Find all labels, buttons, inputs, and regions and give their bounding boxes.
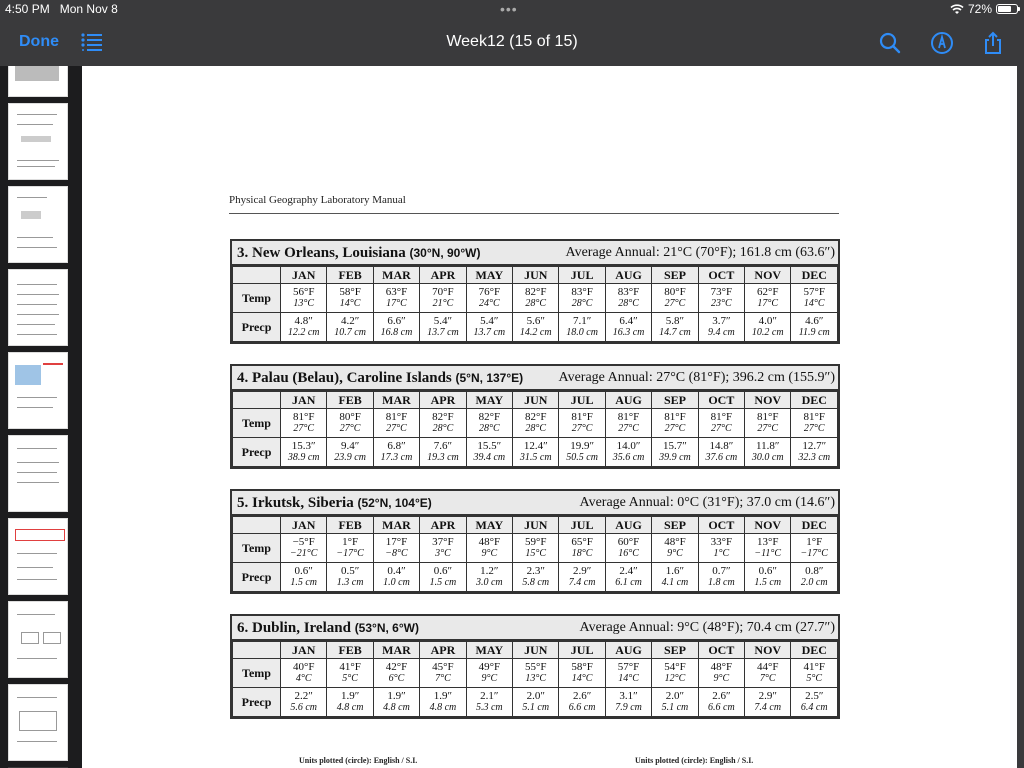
temperature-cell: 81°F 27°C bbox=[605, 409, 651, 438]
precipitation-cell: 0.5″ 1.3 cm bbox=[327, 563, 373, 592]
station-annual-average: Average Annual: 27°C (81°F); 396.2 cm (155.9″) bbox=[558, 370, 835, 385]
precipitation-cell: 3.7″ 9.4 cm bbox=[698, 313, 744, 342]
thumbnail-sidebar bbox=[0, 66, 82, 768]
month-header: JAN bbox=[281, 392, 327, 409]
page-thumbnail[interactable] bbox=[8, 186, 68, 263]
temperature-cell: 82°F 28°C bbox=[513, 409, 559, 438]
temperature-cell: 82°F 28°C bbox=[420, 409, 466, 438]
temperature-cell: 45°F 7°C bbox=[420, 659, 466, 688]
month-header: JUN bbox=[513, 392, 559, 409]
precipitation-cell: 15.7″ 39.9 cm bbox=[652, 438, 698, 467]
precipitation-cell: 0.7″ 1.8 cm bbox=[698, 563, 744, 592]
precipitation-cell: 1.9″ 4.8 cm bbox=[373, 688, 419, 717]
station-name: 5. Irkutsk, Siberia (52°N, 104°E) bbox=[237, 495, 432, 511]
precipitation-cell: 12.4″ 31.5 cm bbox=[513, 438, 559, 467]
precipitation-cell: 14.8″ 37.6 cm bbox=[698, 438, 744, 467]
precipitation-cell: 4.8″ 12.2 cm bbox=[281, 313, 327, 342]
month-header: JUL bbox=[559, 517, 605, 534]
climate-table bbox=[230, 239, 840, 344]
precip-row-label: Precp bbox=[233, 313, 281, 342]
precipitation-cell: 2.6″ 6.6 cm bbox=[559, 688, 605, 717]
temperature-cell: 1°F −17°C bbox=[791, 534, 838, 563]
temperature-cell: 81°F 27°C bbox=[559, 409, 605, 438]
page-thumbnail[interactable] bbox=[8, 435, 68, 512]
month-header: JUN bbox=[513, 517, 559, 534]
station-annual-average: Average Annual: 9°C (48°F); 70.4 cm (27.7″) bbox=[579, 620, 835, 635]
precipitation-cell: 9.4″ 23.9 cm bbox=[327, 438, 373, 467]
temp-row-label: Temp bbox=[233, 659, 281, 688]
temperature-cell: 81°F 27°C bbox=[281, 409, 327, 438]
temperature-cell: 37°F 3°C bbox=[420, 534, 466, 563]
month-header: JUL bbox=[559, 267, 605, 284]
precipitation-cell: 1.2″ 3.0 cm bbox=[466, 563, 512, 592]
precipitation-cell: 3.1″ 7.9 cm bbox=[605, 688, 651, 717]
station-title-bar bbox=[232, 241, 838, 266]
precipitation-cell: 5.4″ 13.7 cm bbox=[420, 313, 466, 342]
month-header: FEB bbox=[327, 267, 373, 284]
precip-row-label: Precp bbox=[233, 438, 281, 467]
month-header: JUL bbox=[559, 642, 605, 659]
station-name: 4. Palau (Belau), Caroline Islands (5°N, 137°E) bbox=[237, 370, 524, 386]
page-thumbnail[interactable] bbox=[8, 518, 68, 595]
precipitation-cell: 0.6″ 1.5 cm bbox=[281, 563, 327, 592]
page-thumbnail[interactable] bbox=[8, 352, 68, 429]
status-bar bbox=[0, 0, 1024, 20]
month-header: JAN bbox=[281, 517, 327, 534]
station-title-bar bbox=[232, 491, 838, 516]
month-header: APR bbox=[420, 392, 466, 409]
temperature-cell: 76°F 24°C bbox=[466, 284, 512, 313]
precipitation-cell: 4.0″ 10.2 cm bbox=[745, 313, 791, 342]
month-header: SEP bbox=[652, 392, 698, 409]
month-header: DEC bbox=[791, 392, 838, 409]
battery-percent: 72% bbox=[967, 2, 992, 16]
precipitation-cell: 7.6″ 19.3 cm bbox=[420, 438, 466, 467]
pdf-page bbox=[82, 66, 1017, 768]
month-header: SEP bbox=[652, 642, 698, 659]
temperature-cell: 41°F 5°C bbox=[327, 659, 373, 688]
page-thumbnail[interactable] bbox=[8, 66, 68, 97]
precipitation-cell: 1.6″ 4.1 cm bbox=[652, 563, 698, 592]
station-annual-average: Average Annual: 21°C (70°F); 161.8 cm (63.6″) bbox=[565, 245, 835, 260]
temperature-cell: 65°F 18°C bbox=[559, 534, 605, 563]
station-coordinates: (52°N, 104°E) bbox=[357, 496, 432, 510]
month-header: NOV bbox=[745, 517, 791, 534]
precipitation-cell: 5.8″ 14.7 cm bbox=[652, 313, 698, 342]
precipitation-cell: 2.0″ 5.1 cm bbox=[513, 688, 559, 717]
month-header: APR bbox=[420, 642, 466, 659]
precipitation-cell: 2.4″ 6.1 cm bbox=[605, 563, 651, 592]
done-button[interactable]: Done bbox=[19, 33, 59, 50]
temperature-cell: 57°F 14°C bbox=[605, 659, 651, 688]
month-header: SEP bbox=[652, 517, 698, 534]
temperature-cell: 83°F 28°C bbox=[559, 284, 605, 313]
page-header: Physical Geography Laboratory Manual bbox=[229, 194, 406, 206]
station-coordinates: (53°N, 6°W) bbox=[354, 621, 419, 635]
precipitation-cell: 4.6″ 11.9 cm bbox=[791, 313, 838, 342]
month-header: APR bbox=[420, 267, 466, 284]
precipitation-cell: 11.8″ 30.0 cm bbox=[745, 438, 791, 467]
temperature-cell: 82°F 28°C bbox=[466, 409, 512, 438]
precipitation-cell: 2.2″ 5.6 cm bbox=[281, 688, 327, 717]
climate-table bbox=[230, 364, 840, 469]
month-header: SEP bbox=[652, 267, 698, 284]
month-header: AUG bbox=[605, 642, 651, 659]
temperature-cell: 81°F 27°C bbox=[373, 409, 419, 438]
temperature-cell: 56°F 13°C bbox=[281, 284, 327, 313]
climate-table bbox=[230, 489, 840, 594]
month-header: AUG bbox=[605, 517, 651, 534]
temp-row-label: Temp bbox=[233, 284, 281, 313]
station-coordinates: (5°N, 137°E) bbox=[455, 371, 524, 385]
temperature-cell: 48°F 9°C bbox=[652, 534, 698, 563]
month-header: NOV bbox=[745, 392, 791, 409]
precipitation-cell: 0.6″ 1.5 cm bbox=[420, 563, 466, 592]
month-header: DEC bbox=[791, 267, 838, 284]
month-header: JUN bbox=[513, 642, 559, 659]
temperature-cell: 49°F 9°C bbox=[466, 659, 512, 688]
station-title-bar bbox=[232, 616, 838, 641]
precipitation-cell: 15.3″ 38.9 cm bbox=[281, 438, 327, 467]
precipitation-cell: 2.0″ 5.1 cm bbox=[652, 688, 698, 717]
month-header: MAR bbox=[373, 517, 419, 534]
status-time: 4:50 PM Mon Nov 8 bbox=[5, 2, 118, 16]
temperature-cell: 17°F −8°C bbox=[373, 534, 419, 563]
month-header: APR bbox=[420, 517, 466, 534]
precipitation-cell: 6.8″ 17.3 cm bbox=[373, 438, 419, 467]
precipitation-cell: 4.2″ 10.7 cm bbox=[327, 313, 373, 342]
temperature-cell: 83°F 28°C bbox=[605, 284, 651, 313]
temperature-cell: 82°F 28°C bbox=[513, 284, 559, 313]
document-title: Week12 (15 of 15) bbox=[446, 33, 578, 50]
temp-row-label: Temp bbox=[233, 534, 281, 563]
header-rule bbox=[229, 213, 839, 214]
temperature-cell: 48°F 9°C bbox=[466, 534, 512, 563]
temperature-cell: 81°F 27°C bbox=[791, 409, 838, 438]
precipitation-cell: 6.4″ 16.3 cm bbox=[605, 313, 651, 342]
precipitation-cell: 14.0″ 35.6 cm bbox=[605, 438, 651, 467]
battery-icon bbox=[996, 4, 1018, 14]
wifi-icon bbox=[950, 4, 964, 15]
precipitation-cell: 2.1″ 5.3 cm bbox=[466, 688, 512, 717]
month-header: DEC bbox=[791, 642, 838, 659]
page-thumbnail[interactable] bbox=[8, 103, 68, 180]
month-header: MAY bbox=[466, 517, 512, 534]
temperature-cell: 81°F 27°C bbox=[745, 409, 791, 438]
precipitation-cell: 2.6″ 6.6 cm bbox=[698, 688, 744, 717]
month-header: MAR bbox=[373, 392, 419, 409]
precipitation-cell: 7.1″ 18.0 cm bbox=[559, 313, 605, 342]
temperature-cell: 81°F 27°C bbox=[698, 409, 744, 438]
temperature-cell: 58°F 14°C bbox=[327, 284, 373, 313]
precipitation-cell: 2.3″ 5.8 cm bbox=[513, 563, 559, 592]
temperature-cell: 73°F 23°C bbox=[698, 284, 744, 313]
temperature-cell: 1°F −17°C bbox=[327, 534, 373, 563]
month-header: FEB bbox=[327, 517, 373, 534]
month-header: JAN bbox=[281, 642, 327, 659]
precipitation-cell: 2.9″ 7.4 cm bbox=[559, 563, 605, 592]
markup-pen-icon[interactable] bbox=[930, 31, 954, 55]
temperature-cell: 57°F 14°C bbox=[791, 284, 838, 313]
station-title-bar bbox=[232, 366, 838, 391]
temperature-cell: 60°F 16°C bbox=[605, 534, 651, 563]
search-icon[interactable] bbox=[878, 31, 902, 55]
page-thumbnail[interactable] bbox=[8, 684, 68, 761]
precipitation-cell: 19.9″ 50.5 cm bbox=[559, 438, 605, 467]
month-header: OCT bbox=[698, 642, 744, 659]
month-header: MAR bbox=[373, 267, 419, 284]
month-header: JUL bbox=[559, 392, 605, 409]
temperature-cell: 59°F 15°C bbox=[513, 534, 559, 563]
precipitation-cell: 5.4″ 13.7 cm bbox=[466, 313, 512, 342]
month-header: MAY bbox=[466, 642, 512, 659]
month-header: MAY bbox=[466, 267, 512, 284]
temperature-cell: 80°F 27°C bbox=[652, 284, 698, 313]
nav-bar bbox=[0, 20, 1024, 66]
month-header: AUG bbox=[605, 392, 651, 409]
temperature-cell: 41°F 5°C bbox=[791, 659, 838, 688]
temperature-cell: 44°F 7°C bbox=[745, 659, 791, 688]
temperature-cell: −5°F −21°C bbox=[281, 534, 327, 563]
precipitation-cell: 1.9″ 4.8 cm bbox=[420, 688, 466, 717]
precipitation-cell: 0.4″ 1.0 cm bbox=[373, 563, 419, 592]
month-header: FEB bbox=[327, 392, 373, 409]
units-footnote-right: Units plotted (circle): English / S.I. bbox=[635, 756, 754, 765]
temperature-cell: 55°F 13°C bbox=[513, 659, 559, 688]
temperature-cell: 80°F 27°C bbox=[327, 409, 373, 438]
units-footnote-left: Units plotted (circle): English / S.I. bbox=[299, 756, 418, 765]
month-header: AUG bbox=[605, 267, 651, 284]
month-header: OCT bbox=[698, 517, 744, 534]
share-icon[interactable] bbox=[981, 31, 1005, 55]
month-header: MAY bbox=[466, 392, 512, 409]
station-coordinates: (30°N, 90°W) bbox=[409, 246, 481, 260]
month-header: JUN bbox=[513, 267, 559, 284]
month-header: MAR bbox=[373, 642, 419, 659]
precipitation-cell: 12.7″ 32.3 cm bbox=[791, 438, 838, 467]
temperature-cell: 58°F 14°C bbox=[559, 659, 605, 688]
precipitation-cell: 6.6″ 16.8 cm bbox=[373, 313, 419, 342]
month-header: DEC bbox=[791, 517, 838, 534]
temp-row-label: Temp bbox=[233, 409, 281, 438]
temperature-cell: 62°F 17°C bbox=[745, 284, 791, 313]
precip-row-label: Precp bbox=[233, 688, 281, 717]
temperature-cell: 54°F 12°C bbox=[652, 659, 698, 688]
temperature-cell: 63°F 17°C bbox=[373, 284, 419, 313]
page-thumbnail[interactable] bbox=[8, 269, 68, 346]
temperature-cell: 70°F 21°C bbox=[420, 284, 466, 313]
precipitation-cell: 2.9″ 7.4 cm bbox=[745, 688, 791, 717]
station-annual-average: Average Annual: 0°C (31°F); 37.0 cm (14.6″) bbox=[579, 495, 835, 510]
precipitation-cell: 2.5″ 6.4 cm bbox=[791, 688, 838, 717]
temperature-cell: 40°F 4°C bbox=[281, 659, 327, 688]
precip-row-label: Precp bbox=[233, 563, 281, 592]
page-thumbnail[interactable] bbox=[8, 601, 68, 678]
precipitation-cell: 0.8″ 2.0 cm bbox=[791, 563, 838, 592]
precipitation-cell: 5.6″ 14.2 cm bbox=[513, 313, 559, 342]
month-header: NOV bbox=[745, 267, 791, 284]
temperature-cell: 33°F 1°C bbox=[698, 534, 744, 563]
temperature-cell: 42°F 6°C bbox=[373, 659, 419, 688]
month-header: JAN bbox=[281, 267, 327, 284]
temperature-cell: 13°F −11°C bbox=[745, 534, 791, 563]
month-header: NOV bbox=[745, 642, 791, 659]
precipitation-cell: 0.6″ 1.5 cm bbox=[745, 563, 791, 592]
month-header: OCT bbox=[698, 392, 744, 409]
station-name: 6. Dublin, Ireland (53°N, 6°W) bbox=[237, 620, 419, 636]
precipitation-cell: 1.9″ 4.8 cm bbox=[327, 688, 373, 717]
precipitation-cell: 15.5″ 39.4 cm bbox=[466, 438, 512, 467]
month-header: OCT bbox=[698, 267, 744, 284]
month-header: FEB bbox=[327, 642, 373, 659]
climate-table bbox=[230, 614, 840, 719]
temperature-cell: 48°F 9°C bbox=[698, 659, 744, 688]
multitask-dots[interactable]: ••• bbox=[500, 1, 518, 17]
station-name: 3. New Orleans, Louisiana (30°N, 90°W) bbox=[237, 245, 481, 261]
temperature-cell: 81°F 27°C bbox=[652, 409, 698, 438]
